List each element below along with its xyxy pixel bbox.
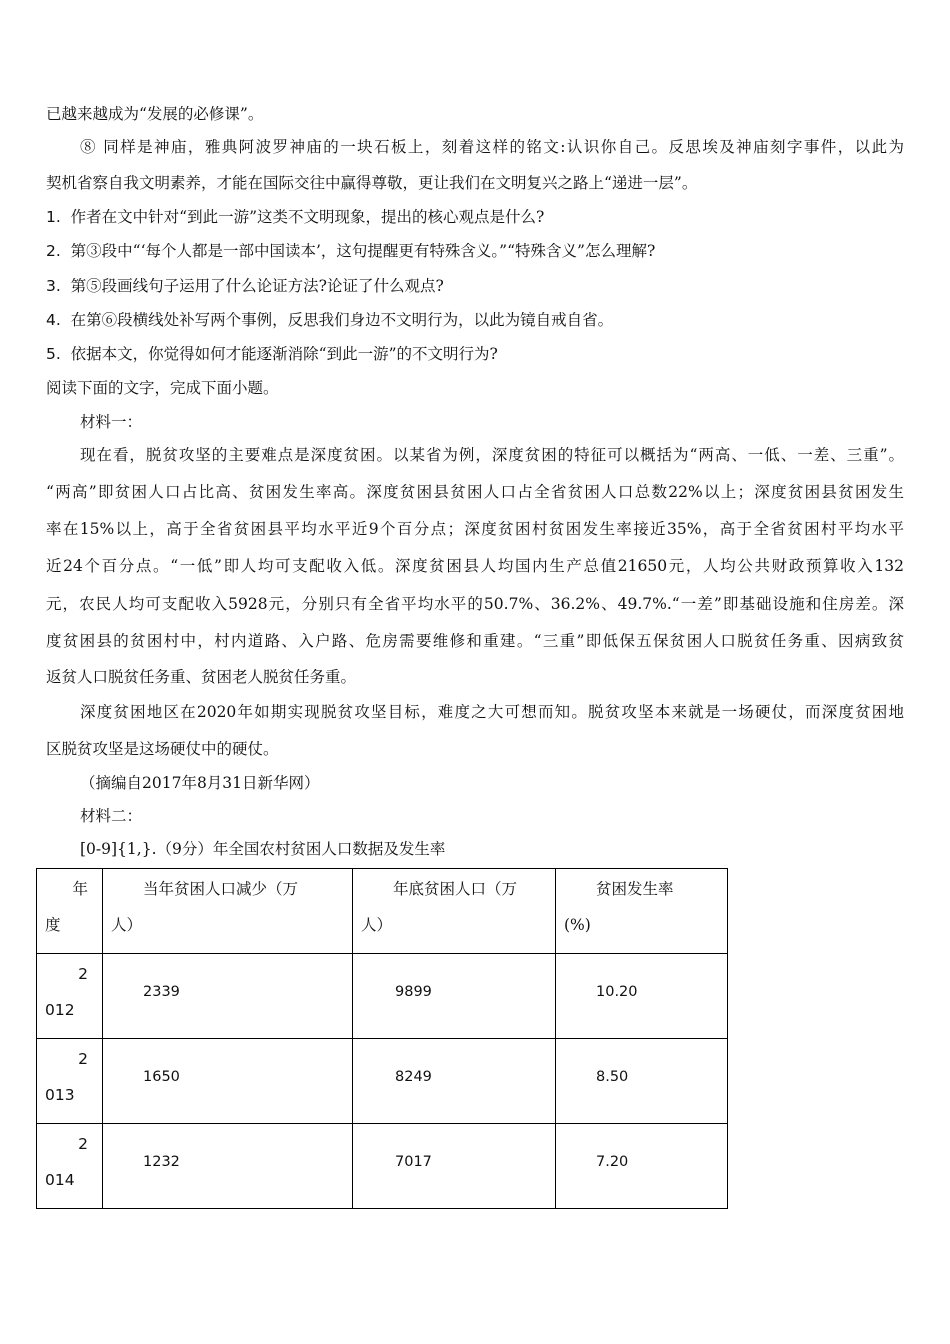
question-text: 在第⑥段横线处补写两个事例，反思我们身边不文明行为，以此为镜自戒自省。 xyxy=(70,311,614,329)
material-1-line: 现在看，脱贫攻坚的主要难点是深度贫困。以某省为例，深度贫困的特征可以概括为“两高、一低、一差、三重”。 xyxy=(80,446,904,464)
cell-reduction xyxy=(103,1124,353,1209)
reading-instruction: 阅读下面的文字，完成下面小题。 xyxy=(46,379,279,397)
question-3 xyxy=(46,276,444,296)
header-cell-year xyxy=(37,869,103,954)
table-row xyxy=(37,1124,728,1209)
header-remaining-top: 年底贫困人口（万 xyxy=(393,880,518,898)
table-row xyxy=(37,954,728,1039)
header-year-top: 年 xyxy=(72,880,88,898)
material-1-para2-line: 区脱贫攻坚是这场硬仗中的硬仗。 xyxy=(46,740,279,758)
year-bottom: 014 xyxy=(45,1171,75,1189)
question-text: 第③段中“‘每个人都是一部中国读本’，这句提醒更有特殊含义。”“特殊含义”怎么理解? xyxy=(70,242,656,260)
header-year-bottom: 度 xyxy=(45,916,61,934)
question-4 xyxy=(46,310,613,330)
cell-reduction xyxy=(103,1039,353,1124)
header-reduction-top: 当年贫困人口减少（万 xyxy=(143,880,299,898)
paragraph-8-line-2: 契机省察自我文明素养，才能在国际交往中赢得尊敬，更让我们在文明复兴之路上“递进一层”。 xyxy=(46,174,698,192)
question-1 xyxy=(46,207,544,227)
table-row xyxy=(37,1039,728,1124)
reduction-value: 1650 xyxy=(143,1069,180,1085)
question-number: 1. xyxy=(46,208,61,226)
header-cell-rate xyxy=(556,869,728,954)
question-text: 依据本文，你觉得如何才能逐渐消除“到此一游”的不文明行为? xyxy=(70,345,498,363)
question-number: 2. xyxy=(46,242,61,260)
question-5 xyxy=(46,344,498,364)
cell-rate xyxy=(556,954,728,1039)
cell-rate xyxy=(556,1124,728,1209)
year-bottom: 013 xyxy=(45,1086,75,1104)
question-text: 第⑤段画线句子运用了什么论证方法?论证了什么观点? xyxy=(70,277,444,295)
rate-value: 7.20 xyxy=(596,1154,629,1170)
material-1-line: 返贫人口脱贫任务重、贫困老人脱贫任务重。 xyxy=(46,668,357,686)
material-1-line: 率在15%以上，高于全省贫困县平均水平近9个百分点；深度贫困村贫困发生率接近35%，高于全省贫困村平均水平 xyxy=(46,520,904,538)
cell-remaining xyxy=(353,1039,556,1124)
header-cell-remaining xyxy=(353,869,556,954)
cell-year xyxy=(37,1039,103,1124)
remaining-value: 8249 xyxy=(395,1069,432,1085)
material-1-line: 元，农民人均可支配收入5928元，分别只有全省平均水平的50.7%、36.2%、49.7%.“一差”即基础设施和住房差。深 xyxy=(46,595,904,613)
paragraph-8-line-1: ⑧ 同样是神庙，雅典阿波罗神庙的一块石板上，刻着这样的铭文:认识你自己。反思埃及神庙刻字事件，以此为 xyxy=(80,138,904,156)
remaining-value: 9899 xyxy=(395,984,432,1000)
year-bottom: 012 xyxy=(45,1001,75,1019)
year-top: 2 xyxy=(78,965,88,983)
header-remaining-bottom: 人） xyxy=(361,916,393,934)
header-rate-top: 贫困发生率 xyxy=(596,880,674,898)
material-1-line: “两高”即贫困人口占比高、贫困发生率高。深度贫困县贫困人口占全省贫困人口总数22%以上；深度贫困县贫困发生 xyxy=(46,483,904,501)
cell-year xyxy=(37,1124,103,1209)
cell-reduction xyxy=(103,954,353,1039)
year-top: 2 xyxy=(78,1135,88,1153)
material-2-label: 材料二： xyxy=(80,807,143,825)
cell-rate xyxy=(556,1039,728,1124)
rate-value: 10.20 xyxy=(596,984,638,1000)
material-1-line: 近24个百分点。“一低”即人均可支配收入低。深度贫困县人均国内生产总值21650元，人均公共财政预算收入132 xyxy=(46,557,904,575)
question-text: 作者在文中针对“到此一游”这类不文明现象，提出的核心观点是什么? xyxy=(70,208,545,226)
year-top: 2 xyxy=(78,1050,88,1068)
material-1-source: （摘编自2017年8月31日新华网） xyxy=(80,774,320,792)
header-cell-reduction xyxy=(103,869,353,954)
table-caption: [0-9]{1,}.（9分）年全国农村贫困人口数据及发生率 xyxy=(80,840,446,858)
question-number: 3. xyxy=(46,277,61,295)
cell-remaining xyxy=(353,954,556,1039)
header-reduction-bottom: 人） xyxy=(111,916,143,934)
question-number: 5. xyxy=(46,345,61,363)
material-1-line: 度贫困县的贫困村中，村内道路、入户路、危房需要维修和重建。“三重”即低保五保贫困人口脱贫任务重、因病致贫 xyxy=(46,632,904,650)
passage-end-line: 已越来越成为“发展的必修课”。 xyxy=(46,105,264,123)
table-header-row xyxy=(37,869,728,954)
reduction-value: 2339 xyxy=(143,984,180,1000)
material-1-label: 材料一： xyxy=(80,413,143,431)
question-2 xyxy=(46,241,655,261)
question-number: 4. xyxy=(46,311,61,329)
cell-year xyxy=(37,954,103,1039)
material-1-para2-line: 深度贫困地区在2020年如期实现脱贫攻坚目标，难度之大可想而知。脱贫攻坚本来就是一场硬仗，而深度贫困地 xyxy=(80,703,904,721)
remaining-value: 7017 xyxy=(395,1154,432,1170)
poverty-data-table xyxy=(36,868,728,1209)
rate-value: 8.50 xyxy=(596,1069,629,1085)
cell-remaining xyxy=(353,1124,556,1209)
reduction-value: 1232 xyxy=(143,1154,180,1170)
header-rate-bottom: (%) xyxy=(564,916,591,934)
